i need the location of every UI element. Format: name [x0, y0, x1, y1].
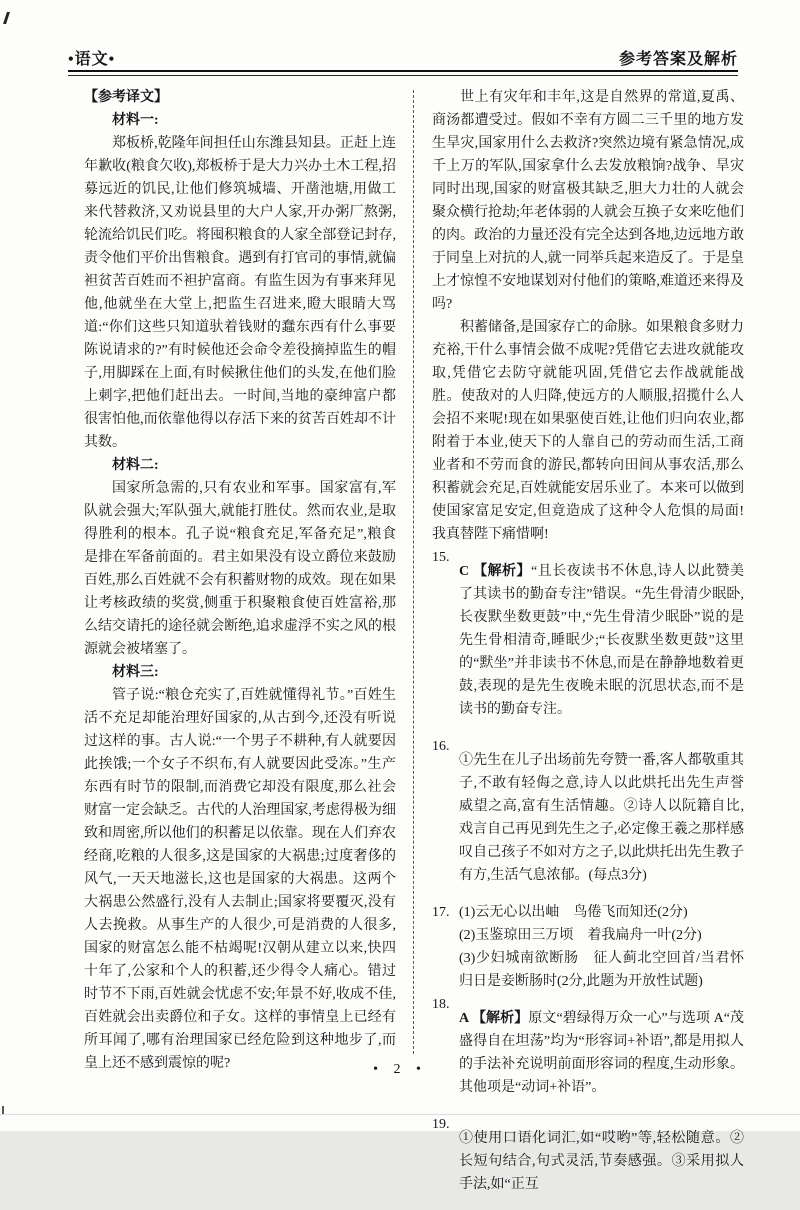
answer-lines: [459, 901, 744, 993]
answer-item-16: [432, 735, 744, 901]
right-column: [432, 86, 745, 1192]
translation-paragraph: 世上有灾年和丰年,这是自然界的常道,夏禹、商汤都遭受过。假如不幸有方圆二三千里的地方发生旱灾,国家用什么去救济?突然边境有紧急情况,成千上万的军队,国家拿什么去发放粮饷?战争、旱灾同时出现,国家的财富极其缺乏,胆大力壮的人就会聚众横行抢劫;年老体弱的人就会互换子女来吃他们的肉。政治的力量还没有完全达到各地,边远地方敢于同皇上对抗的人,就一同举兵起来造反了。于是皇上才惊惶不安地谋划对付他们的策略,难道还来得及吗?: [432, 90, 744, 312]
answer-number: 17.: [432, 905, 450, 920]
answer-number: 15.: [432, 550, 450, 565]
two-column-body: [84, 86, 745, 1192]
column-divider: [413, 90, 414, 1054]
page-header: [68, 46, 738, 69]
analysis-label: 【解析】: [473, 564, 532, 579]
analysis-text: “且长夜读书不休息,诗人以此赞美了其读书的勤奋专注”错误。“先生骨清少眠卧,长夜默坐数更鼓”中,“先生骨清少眠卧”说的是先生骨相清奇,睡眠少;“长夜默坐数更鼓”这里的“默坐”并非读书不休息,而是在静静地数着更鼓,表现的是先生夜晚未眠的沉思状态,而不是读书的勤奋专注。: [459, 564, 744, 717]
header-rule: [68, 70, 738, 76]
left-column: [84, 86, 396, 1071]
material-2-heading: 材料二:: [112, 458, 159, 473]
answer-item-18: [432, 993, 744, 1113]
answer-text: ①先生在儿子出场前先夸赞一番,客人都敬重其子,不敢有轻侮之意,诗人以此烘托出先生声誉威望之高,富有生活情趣。②诗人以阮籍自比,戏言自己再见到先生之子,必定像王羲之那样感叹自己孩子不如对方之子,以此烘托出先生教子有方,生活气息浓郁。(每点3分): [459, 753, 744, 883]
material-1-heading: 材料一:: [112, 113, 159, 128]
translation-paragraph: 积蓄储备,是国家存亡的命脉。如果粮食多财力充裕,干什么事情会做不成呢?凭借它去进攻就能攻取,凭借它去防守就能巩固,凭借它去作战就能战胜。使敌对的人归降,使远方的人顺服,招揽什么人会招不来呢!现在如果驱使百姓,让他们归向农业,都附着于本业,使天下的人靠自己的劳动而生活,工商业者和不劳而食的游民,都转向田间从事农活,那么积蓄就会充足,百姓就能安居乐业了。本来可以做到使国家富足安定,但竟造成了这种令人危惧的局面!我真替陛下痛惜啊!: [432, 320, 744, 542]
answer-number: 18.: [432, 997, 450, 1012]
answer-number: 16.: [432, 739, 450, 754]
answer-letter: C: [459, 564, 474, 579]
material-1-text: 郑板桥,乾隆年间担任山东潍县知县。正赶上连年歉收(粮食欠收),郑板桥于是大力兴办土木工程,招募远近的饥民,让他们修筑城墙、开凿池塘,用做工来代替救济,又劝说县里的大户人家,开办粥厂熬粥,轮流给饥民们吃。将囤积粮食的人家全部登记封存,责令他们平价出售粮食。遇到有打官司的事情,就偏袒贫苦百姓而不袒护富商。有监生因为有事来拜见他,他就坐在大堂上,把监生召进来,瞪大眼睛大骂道:“你们这些只知道驮着钱财的蠢东西有什么事要陈说请求的?”有时候他还会命令差役摘掉监生的帽子,用脚踩在上面,有时候揪住他们的头发,在他们脸上刺字,把他们赶出去。一时间,当地的豪绅富户都很害怕他,而依靠他得以存活下来的贫苦百姓却不计其数。: [84, 136, 396, 450]
material-3-heading: 材料三:: [112, 665, 159, 680]
answer-line-1: (1)云无心以出岫 鸟倦飞而知还(2分): [459, 905, 688, 920]
material-3-text: 管子说:“粮仓充实了,百姓就懂得礼节。”百姓生活不充足却能治理好国家的,从古到今,还没有听说过这样的事。古人说:“一个男子不耕种,有人就要因此挨饿;一个女子不织布,有人就要因此受冻。”生产东西有时节的限制,而消费它却没有限度,那么社会财富一定会缺乏。古代的人治理国家,考虑得极为细致和周密,所以他们的积蓄足以依靠。现在人们弃农经商,吃粮的人很多,这是国家的大祸患;过度奢侈的风气,一天天地滋长,这也是国家的大祸患。这两个大祸患公然盛行,没有人去制止;国家将要覆灭,没有人去挽救。从事生产的人很少,可是消费的人很多,国家的财富怎么能不枯竭呢!汉朝从建立以来,快四十年了,公家和个人的积蓄,还少得令人痛心。错过时节不下雨,百姓就会忧虑不安;年景不好,收成不佳,百姓就会出卖爵位和子女。这样的事情皇上已经有所耳闻了,哪有治理国家已经危险到这种地步了,而皇上还不感到震惊的呢?: [84, 688, 396, 1071]
answer-line-3: (3)少妇城南欲断肠 征人蓟北空回首/当君怀归日是妾断肠时(2分,此题为开放性试题): [459, 951, 744, 989]
answer-text: [459, 1007, 744, 1099]
column-gap: [396, 86, 432, 1058]
translation-title: 【参考译文】: [84, 90, 168, 105]
answer-letter: A: [459, 1011, 472, 1026]
answer-text: ①使用口语化词汇,如“哎哟”等,轻松随意。②长短句结合,句式灵活,节奏感强。③采用拟人手法,如“正互: [459, 1131, 744, 1192]
subject-label: •语文•: [68, 51, 116, 68]
analysis-label: 【解析】: [471, 1011, 529, 1026]
answer-line-2: (2)玉鉴琼田三万顷 着我扁舟一叶(2分): [459, 928, 702, 943]
answer-item-19: [432, 1113, 744, 1210]
page-number: • 2 •: [373, 1062, 427, 1077]
crop-mark-top-left: [3, 12, 17, 24]
answer-text: [459, 560, 744, 721]
header-title: 参考答案及解析: [618, 51, 738, 68]
answer-number: 19.: [432, 1117, 450, 1132]
answer-item-17: [432, 901, 744, 993]
answer-item-15: [432, 546, 744, 735]
material-2-text: 国家所急需的,只有农业和军事。国家富有,军队就会强大;军队强大,就能打胜仗。然而农业,是取得胜利的根本。孔子说“粮食充足,军备充足”,粮食是排在军备前面的。君主如果没有设立爵位来鼓励百姓,那么百姓就不会有积蓄财物的成效。现在如果让考核政绩的奖赏,侧重于积聚粮食使百姓富裕,那么结交请托的途径就会断绝,追求虚浮不实之风的根源就会被堵塞了。: [84, 481, 396, 657]
analysis-text: 原文“碧绿得万众一心”与选项 A“茂盛得自在坦荡”均为“形容词+补语”,都是用拟人的手法补充说明前面形容词的程度,生动形象。其他项是“动词+补语”。: [459, 1011, 745, 1095]
